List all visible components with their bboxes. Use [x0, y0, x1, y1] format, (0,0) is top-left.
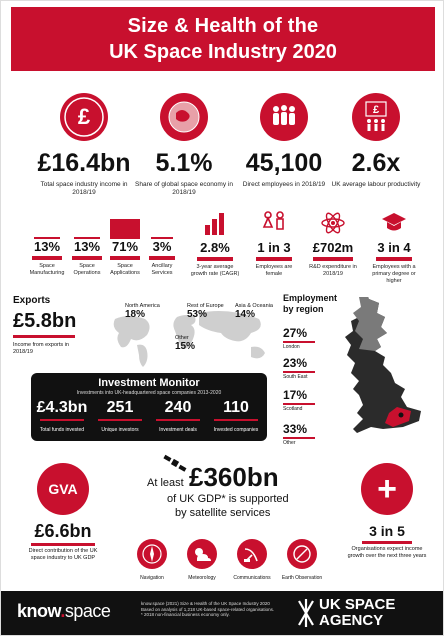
investment-value: 251: [106, 399, 134, 416]
footer: [1, 591, 444, 636]
segment-value: 3%: [152, 239, 172, 254]
kpi-value: 45,100: [245, 149, 323, 177]
female-employees-icon: [260, 209, 288, 237]
satellite-icon: [163, 453, 187, 473]
segments-and-stats: [13, 209, 433, 289]
graduation-cap-icon: [380, 209, 408, 237]
investment-label: Invested companies: [213, 427, 259, 433]
kpi-income: [29, 93, 139, 197]
segment-value: 13%: [33, 239, 61, 254]
region-value: 23%: [283, 356, 308, 370]
income-growth-section: [347, 463, 427, 560]
segment-applications: [105, 219, 145, 277]
growth-caption: Organisations expect income growth over the next three years: [347, 546, 427, 559]
investment-label: Unique investors: [101, 427, 139, 433]
gdp-line-3: by satellite services: [175, 507, 271, 519]
investment-monitor-panel: [31, 373, 267, 441]
region-name: London: [283, 344, 300, 350]
segment-label: Ancillary Services: [151, 263, 173, 276]
communications-icon: [233, 539, 271, 581]
segment-block: [110, 219, 140, 239]
region-value: 27%: [283, 326, 308, 340]
investment-value: £4.3bn: [36, 399, 88, 416]
export-region: Asia & Oceania 14%: [235, 303, 273, 320]
pound-people-icon: [352, 93, 400, 141]
region-name: South East: [283, 374, 308, 380]
region-value: 33%: [283, 422, 308, 436]
uk-space-agency-logo: UK SPACE AGENCY: [319, 596, 396, 629]
investment-cell: [33, 399, 91, 433]
uk-map: [335, 297, 433, 439]
stat-value: 1 in 3: [257, 240, 291, 255]
stat-label: Employees are female: [255, 264, 293, 277]
investment-cell: [149, 399, 207, 433]
segment-label: Space Applications: [110, 263, 140, 276]
segment-manufacturing: [27, 233, 67, 277]
gdp-line-2: of UK GDP* is supported: [167, 493, 289, 505]
gva-caption: Direct contribution of the UK space industry to UK GDP: [28, 548, 98, 561]
kpi-productivity: [321, 93, 431, 189]
navigation-icon: [137, 539, 167, 581]
export-region-value: 14%: [235, 309, 256, 320]
region-name: Other: [283, 440, 296, 446]
people-icon: [260, 93, 308, 141]
pound-icon: [60, 93, 108, 141]
employment-section: [283, 293, 435, 449]
stat-label: 3-year average growth rate (CAGR): [190, 264, 240, 277]
kpi-caption: UK average labour productivity: [331, 181, 421, 188]
stat-rnd: [305, 209, 361, 278]
investment-value: 240: [164, 399, 192, 416]
export-region: North America 18%: [125, 303, 160, 320]
investment-title: Investment Monitor: [98, 377, 200, 389]
plus-icon: +: [361, 463, 413, 515]
region-value: 17%: [283, 388, 308, 402]
kpi-global-share: [129, 93, 239, 197]
export-region-value: 53%: [187, 309, 208, 320]
title-line-1: Size & Health of the: [127, 15, 319, 37]
stat-label: R&D expenditure in 2018/19: [309, 264, 357, 277]
stat-value: £702m: [312, 240, 354, 255]
investment-cell: [207, 399, 265, 433]
stat-female: [249, 209, 299, 278]
kpi-value: 2.6x: [351, 149, 401, 177]
investment-label: Total funds invested: [39, 427, 85, 433]
uk-space-agency-icon: [297, 599, 315, 627]
segment-value: 13%: [73, 239, 101, 254]
service-label: Navigation: [140, 575, 164, 581]
export-region: Other 15%: [175, 335, 196, 352]
stat-growth: [189, 209, 241, 278]
gva-value: £6.6bn: [34, 521, 92, 541]
source-note: know.space (2021) Size & Health of the UK Space Industry 2020 Based on analysis of 1,218 UK-based space-related organisations. * 2018 non-financial business economy only.: [141, 601, 275, 617]
title-line-2: UK Space Industry 2020: [109, 41, 337, 63]
globe-icon: [160, 93, 208, 141]
title-banner: [11, 7, 435, 71]
exports-section: [13, 295, 275, 365]
gdp-value: £360bn: [189, 462, 279, 492]
export-region-value: 18%: [125, 309, 146, 320]
exports-value: £5.8bn: [13, 310, 77, 332]
kpi-caption: Direct employees in 2018/19: [242, 181, 326, 188]
investment-subtitle: Investments into UK-headquartered space companies 2013-2020: [76, 390, 222, 396]
region-name: Scotland: [283, 406, 303, 412]
exports-heading: Exports: [13, 295, 51, 306]
stat-value: 2.8%: [200, 240, 230, 255]
exports-caption: Income from exports in 2018/19: [13, 342, 69, 355]
atom-icon: [319, 209, 347, 237]
investment-value: 110: [223, 399, 249, 416]
kpi-value: £16.4bn: [37, 149, 131, 177]
segment-label: Space Manufacturing: [29, 263, 65, 276]
service-label: Meteorology: [188, 575, 216, 581]
gdp-support-section: [137, 459, 333, 579]
segment-label: Space Operations: [73, 263, 101, 276]
svg-text:£: £: [77, 104, 91, 129]
segment-ancillary: [143, 233, 181, 277]
world-map: [111, 303, 281, 369]
service-label: Communications: [233, 575, 271, 581]
employment-heading: Employment: [283, 293, 338, 303]
service-label: Earth Observation: [281, 575, 323, 581]
growth-value: 3 in 5: [369, 523, 405, 539]
segment-operations: [67, 233, 107, 277]
meteorology-icon: [187, 539, 217, 581]
segment-value: 71%: [111, 239, 139, 254]
bar-chart-icon: [201, 209, 229, 237]
gva-section: [23, 463, 103, 562]
earth-observation-icon: [281, 539, 323, 581]
stat-degree: [365, 209, 423, 285]
gdp-prefix: At least: [147, 477, 184, 489]
gva-badge: GVA: [37, 463, 89, 515]
investment-label: Investment deals: [159, 427, 197, 433]
kpi-caption: Share of global space economy in 2018/19: [135, 181, 233, 196]
stat-value: 3 in 4: [377, 240, 411, 255]
export-region-value: 15%: [175, 341, 196, 352]
investment-cell: [91, 399, 149, 433]
export-region: Rest of Europe 53%: [187, 303, 224, 320]
employment-heading-2: by region: [283, 304, 324, 314]
svg-text:£: £: [372, 104, 380, 116]
kpi-caption: Total space industry income in 2018/19: [40, 181, 128, 196]
kpi-value: 5.1%: [155, 149, 213, 177]
stat-label: Employees with a primary degree or higher: [372, 264, 416, 284]
know-space-logo: know.space: [17, 601, 111, 621]
